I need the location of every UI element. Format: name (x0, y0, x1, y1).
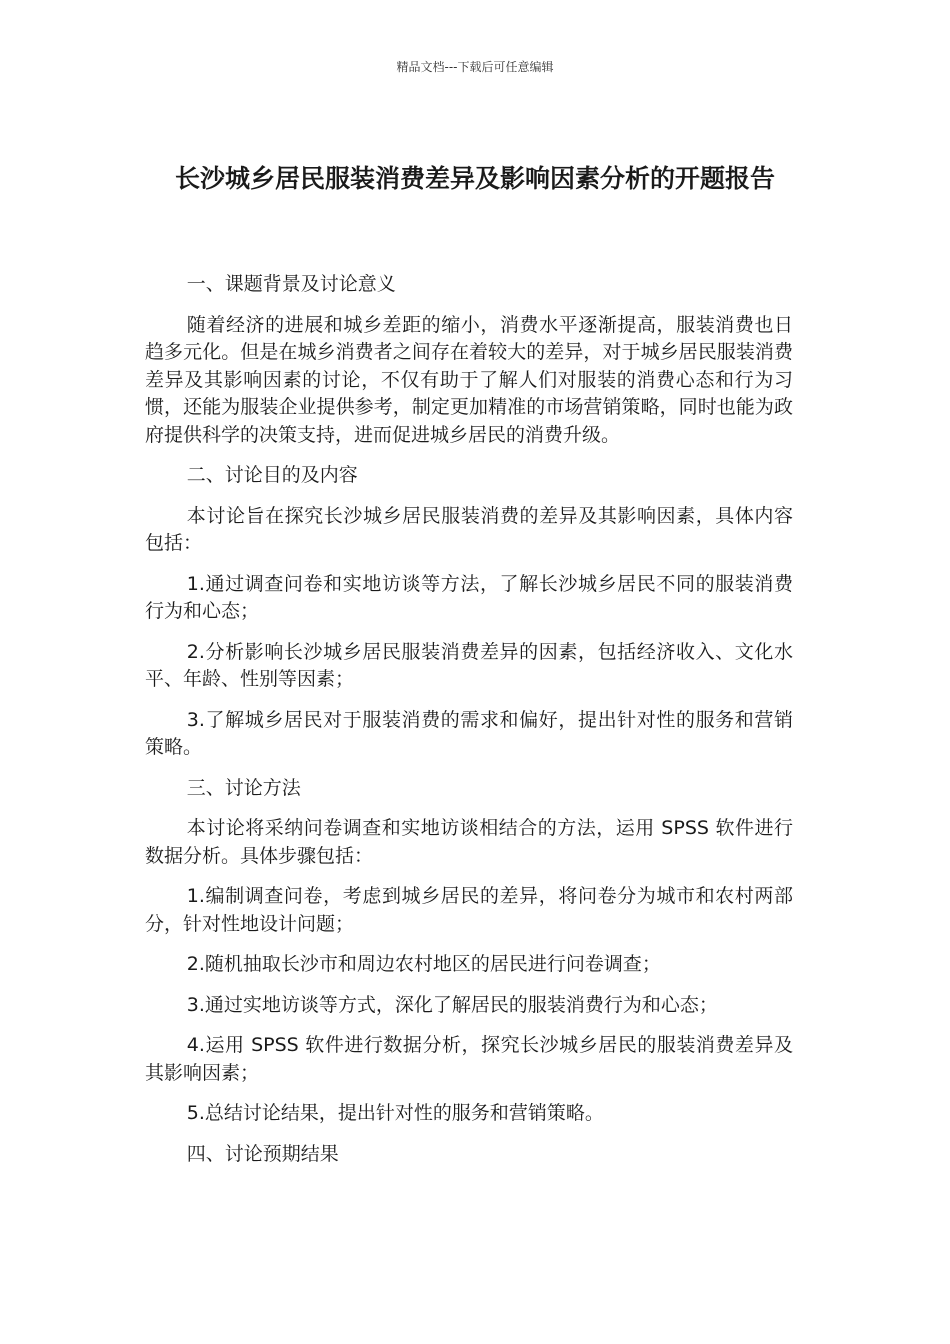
section-heading: 四、讨论预期结果 (186, 1142, 339, 1165)
list-item: 2.分析影响长沙城乡居民服装消费差异的因素，包括经济收入、文化水平、年龄、性别等因素； (145, 640, 793, 690)
section-heading: 二、讨论目的及内容 (186, 464, 358, 486)
list-item: 1.编制调查问卷，考虑到城乡居民的差异，将问卷分为城市和农村两部分，针对性地设计问题； (145, 885, 793, 935)
section-heading: 一、课题背景及讨论意义 (186, 273, 396, 295)
paragraph: 随着经济的进展和城乡差距的缩小，消费水平逐渐提高，服装消费也日趋多元化。但是在城乡消费者之间存在着较大的差异，对于城乡居民服装消费差异及其影响因素的讨论，不仅有助于了解人们对服装的消费心态和行为习惯，还能为服装企业提供参考，制定更加精准的市场营销策略，同时也能为政府提供科学的决策支持，进而促进城乡居民的消费升级。 (145, 313, 793, 446)
document-body (145, 271, 793, 1181)
paragraph: 本讨论将采纳问卷调查和实地访谈相结合的方法，运用 SPSS 软件进行数据分析。具体步骤包括： (145, 817, 793, 867)
list-item: 3.了解城乡居民对于服装消费的需求和偏好，提出针对性的服务和营销策略。 (145, 708, 793, 758)
list-item: 2.随机抽取长沙市和周边农村地区的居民进行问卷调查； (186, 953, 661, 975)
page-header-note: 精品文档---下载后可任意编辑 (396, 60, 554, 74)
list-item: 1.通过调查问卷和实地访谈等方法，了解长沙城乡居民不同的服装消费行为和心态； (145, 572, 793, 622)
list-item: 3.通过实地访谈等方式，深化了解居民的服装消费行为和心态； (186, 993, 718, 1016)
paragraph: 本讨论旨在探究长沙城乡居民服装消费的差异及其影响因素，具体内容包括： (145, 504, 793, 554)
document-title: 长沙城乡居民服装消费差异及影响因素分析的开题报告 (174, 163, 775, 193)
list-item: 4.运用 SPSS 软件进行数据分析，探究长沙城乡居民的服装消费差异及其影响因素； (145, 1034, 793, 1084)
section-heading: 三、讨论方法 (186, 776, 301, 799)
list-item: 5.总结讨论结果，提出针对性的服务和营销策略。 (186, 1102, 604, 1124)
